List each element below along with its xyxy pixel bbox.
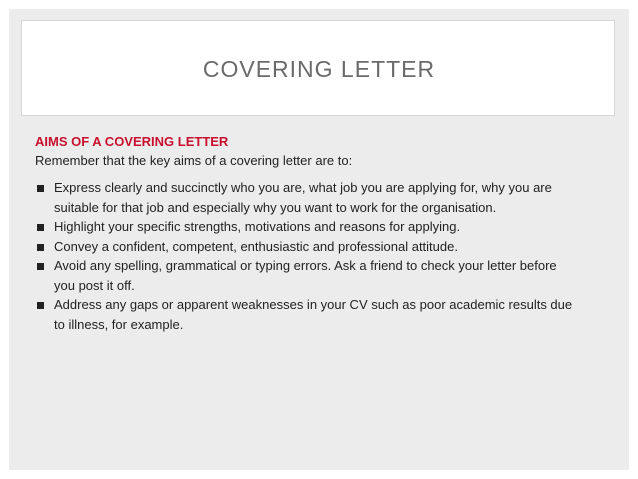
square-bullet-icon <box>37 224 44 231</box>
bullet-text: Highlight your specific strengths, motivations and reasons for applying. <box>54 219 461 234</box>
square-bullet-icon <box>37 302 44 309</box>
square-bullet-icon <box>37 244 44 251</box>
intro-text: Remember that the key aims of a covering letter are to: <box>35 153 353 168</box>
slide-title: COVERING LETTER <box>202 56 436 82</box>
bullet-item <box>35 295 575 334</box>
bullet-item <box>35 256 575 295</box>
bullet-text: Convey a confident, competent, enthusiastic and professional attitude. <box>54 238 458 254</box>
bullet-text: Avoid any spelling, grammatical or typing errors. Ask a friend to check your letter before you post it off. <box>54 258 557 293</box>
bullet-item <box>35 217 575 237</box>
square-bullet-icon <box>37 185 44 192</box>
bullet-item <box>35 237 575 257</box>
bullet-item <box>35 178 575 217</box>
bullet-list <box>35 178 575 334</box>
bullet-text: Address any gaps or apparent weaknesses in your CV such as poor academic results due to illness, for example. <box>54 297 573 332</box>
bullet-text: Express clearly and succinctly who you are, what job you are applying for, why you are suitable for that job and especially why you want to work for the organisation. <box>54 180 552 215</box>
slide-body <box>35 133 575 334</box>
section-subheading: AIMS OF A COVERING LETTER <box>35 134 229 149</box>
square-bullet-icon <box>37 263 44 270</box>
